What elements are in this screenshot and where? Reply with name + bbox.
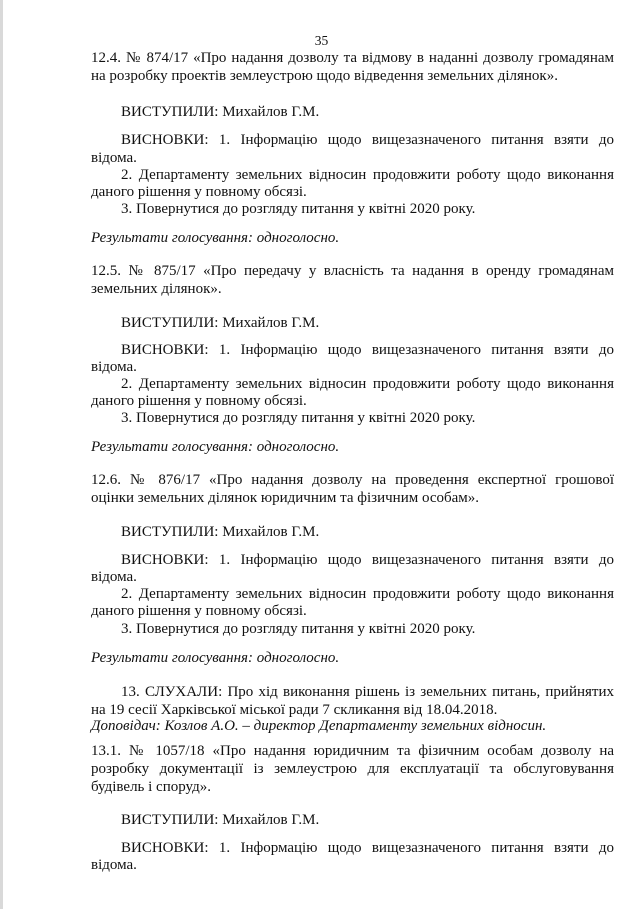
item-12-5-title (91, 262, 614, 298)
text-line: 12.5. № 875/17 «Про передачу у власність та надання в оренду громадянам (91, 263, 614, 279)
text-line: 3. Повернутися до розгляду питання у квітні 2020 року. (121, 621, 476, 637)
conclusion-3 (91, 200, 614, 218)
conclusions-cont (91, 149, 614, 167)
text-line: відома. (91, 150, 137, 166)
text-line: Доповідач: Козлов А.О. – директор Департаменту земельних відносин. (91, 718, 547, 734)
text-line: даного рішення у повному обсязі. (91, 603, 307, 619)
conclusion-2-cont (91, 392, 614, 410)
text-line: оцінки земельних ділянок юридичним та фізичним особам». (91, 490, 480, 506)
conclusions-cont (91, 358, 614, 376)
item-13-heard (91, 683, 614, 719)
text-line: будівель і споруд». (91, 779, 211, 795)
text-line: земельних ділянок». (91, 281, 222, 297)
text-line: 12.4. № 874/17 «Про надання дозволу та відмову в наданні дозволу громадянам (91, 50, 614, 66)
conclusions-cont (91, 568, 614, 586)
speakers (91, 314, 614, 332)
text-line: відома. (91, 857, 137, 873)
text-line: ВИСНОВКИ: 1. Інформацію щодо вищезазначеного питання взяти до (121, 552, 614, 568)
text-line: ВИСТУПИЛИ: Михайлов Г.М. (121, 524, 320, 540)
item-12-6-title (91, 471, 614, 507)
text-line: ВИСТУПИЛИ: Михайлов Г.М. (121, 812, 320, 828)
conclusion-2 (91, 585, 614, 603)
page-number: 35 (314, 33, 329, 48)
conclusion-2-cont (91, 183, 614, 201)
item-12-4-title (91, 49, 614, 85)
conclusion-2-cont (91, 602, 614, 620)
text-line: 13.1. № 1057/18 «Про надання юридичним та фізичним особам дозволу на (91, 743, 614, 759)
text-line: на 19 сесії Харківської міської ради 7 скликання від 18.04.2018. (91, 702, 498, 718)
text-line: ВИСТУПИЛИ: Михайлов Г.М. (121, 315, 320, 331)
voting-result (91, 438, 614, 456)
text-line: ВИСНОВКИ: 1. Інформацію щодо вищезазначеного питання взяти до (121, 132, 614, 148)
voting-result (91, 649, 614, 667)
text-line: 2. Департаменту земельних відносин продовжити роботу щодо виконання (121, 167, 614, 183)
text-line: 3. Повернутися до розгляду питання у квітні 2020 року. (121, 410, 476, 426)
page-edge (0, 0, 3, 909)
text-line: даного рішення у повному обсязі. (91, 393, 307, 409)
conclusion-3 (91, 409, 614, 427)
text-line: відома. (91, 569, 137, 585)
speakers (91, 523, 614, 541)
conclusion-3 (91, 620, 614, 638)
text-line: відома. (91, 359, 137, 375)
text-line: Результати голосування: одноголосно. (91, 650, 340, 666)
conclusions (91, 551, 614, 569)
text-line: 3. Повернутися до розгляду питання у квітні 2020 року. (121, 201, 476, 217)
voting-result (91, 229, 614, 247)
text-line: 2. Департаменту земельних відносин продовжити роботу щодо виконання (121, 586, 614, 602)
text-line: ВИСТУПИЛИ: Михайлов Г.М. (121, 104, 320, 120)
conclusions (91, 131, 614, 149)
text-line: 12.6. № 876/17 «Про надання дозволу на проведення експертної грошової (91, 472, 614, 488)
conclusions (91, 839, 614, 857)
conclusion-2 (91, 166, 614, 184)
speakers (91, 103, 614, 121)
text-line: Результати голосування: одноголосно. (91, 439, 340, 455)
conclusion-2 (91, 375, 614, 393)
text-line: даного рішення у повному обсязі. (91, 184, 307, 200)
conclusions (91, 341, 614, 359)
text-line: ВИСНОВКИ: 1. Інформацію щодо вищезазначеного питання взяти до (121, 342, 614, 358)
text-line: 2. Департаменту земельних відносин продовжити роботу щодо виконання (121, 376, 614, 392)
text-line: на розробку проектів землеустрою щодо відведення земельних ділянок». (91, 68, 558, 84)
text-line: Результати голосування: одноголосно. (91, 230, 340, 246)
item-13-1-title (91, 742, 614, 796)
text-line: ВИСНОВКИ: 1. Інформацію щодо вищезазначеного питання взяти до (121, 840, 614, 856)
text-line: розробку документації із землеустрою для експлуатації та обслуговування (91, 761, 614, 777)
text-line: 13. СЛУХАЛИ: Про хід виконання рішень із земельних питань, прийнятих (121, 684, 614, 700)
conclusions-cont (91, 856, 614, 874)
reporter (91, 717, 614, 735)
speakers (91, 811, 614, 829)
